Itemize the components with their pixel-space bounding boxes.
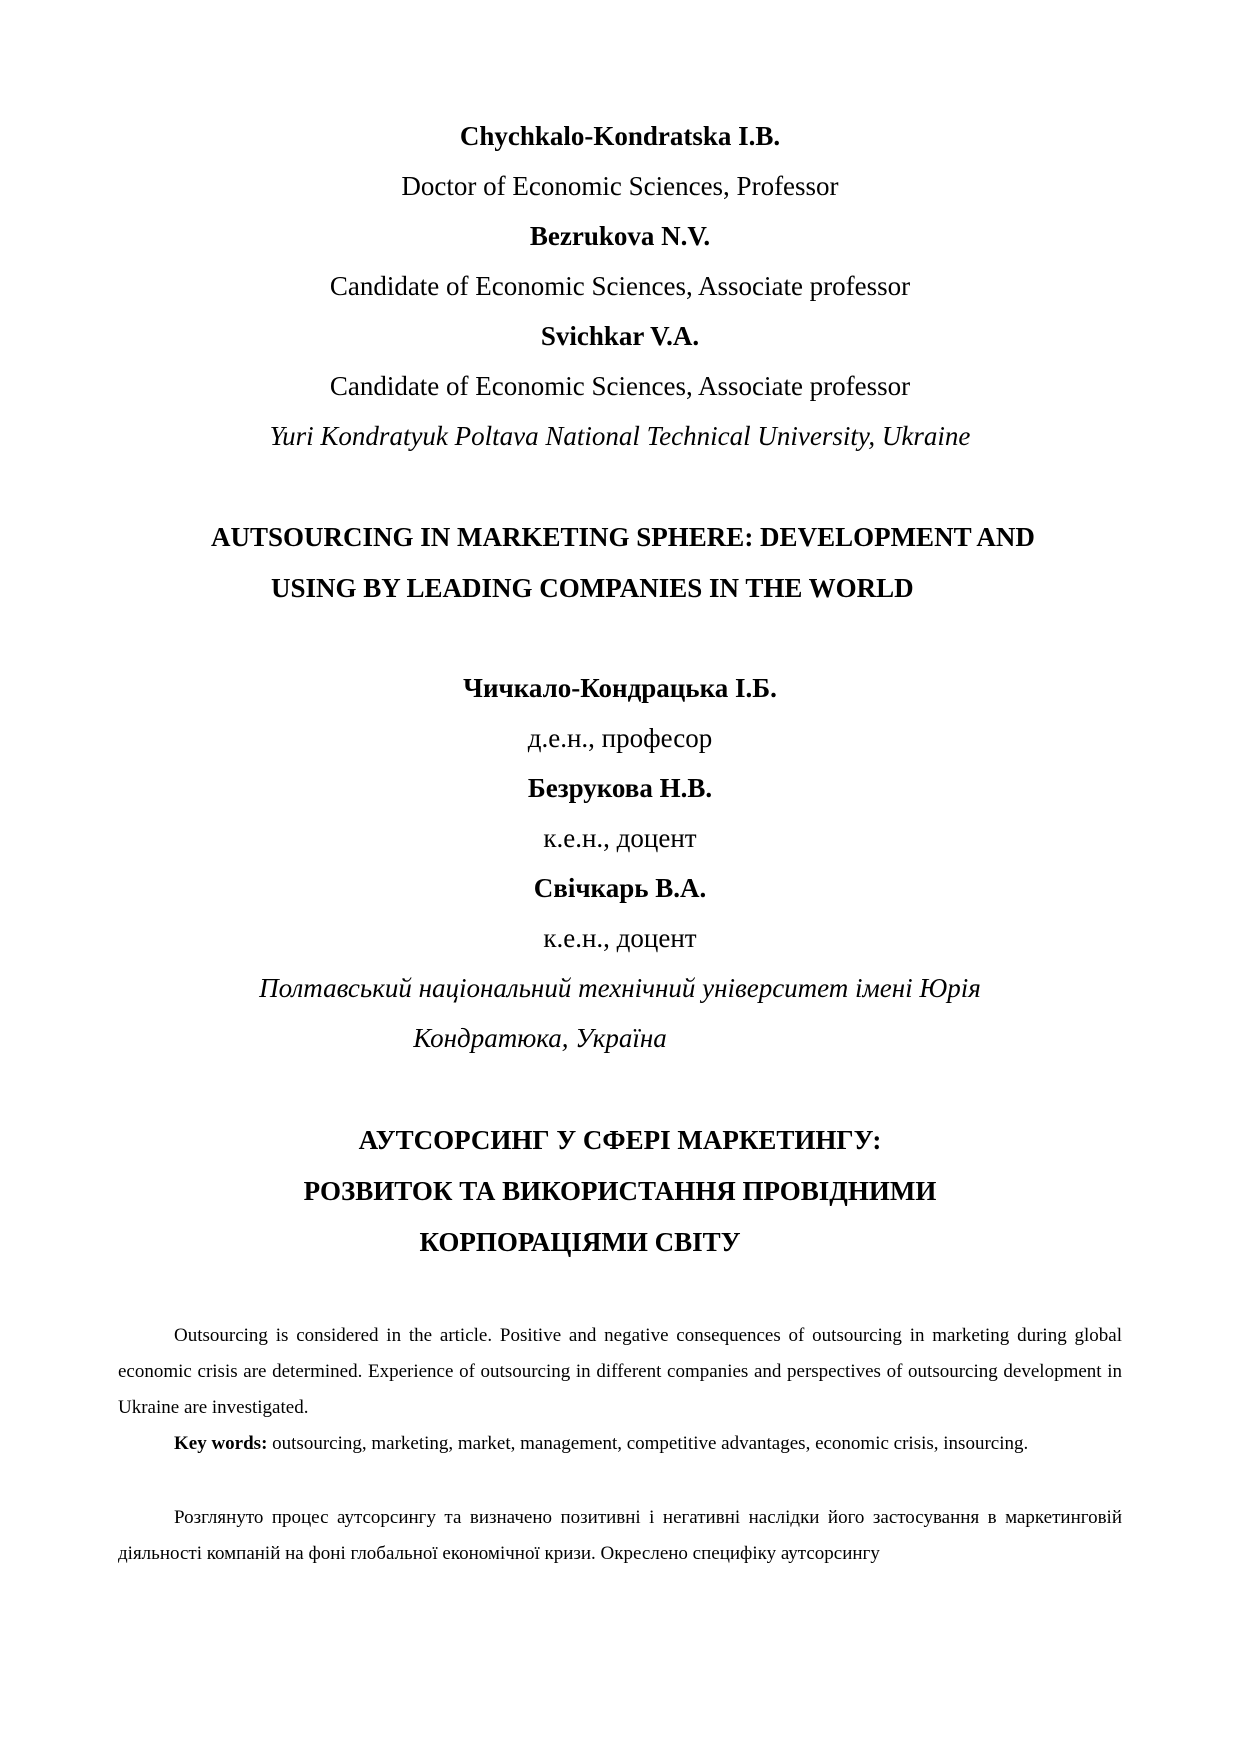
author-title-en-1: Doctor of Economic Sciences, Professor xyxy=(401,171,839,201)
affiliation-en: Yuri Kondratyuk Poltava National Technical University, Ukraine xyxy=(269,421,971,451)
abstract-en xyxy=(118,1318,1122,1426)
affiliation-uk-line-2: Кондратюка, Україна xyxy=(413,1023,667,1053)
author-title-uk-2: к.е.н., доцент xyxy=(543,823,697,853)
author-name-en-1: Chychkalo-Kondratska I.B. xyxy=(459,121,781,151)
title-en-line-1: AUTSOURCING IN MARKETING SPHERE: DEVELOPMENT AND xyxy=(211,522,1035,552)
affiliation-uk-line-1: Полтавський національний технічний університет імені Юрія xyxy=(259,973,981,1003)
keywords-text: outsourcing, marketing, market, management, competitive advantages, economic crisis, insourcing. xyxy=(267,1433,1029,1454)
abstract-uk xyxy=(118,1500,1122,1572)
author-name-uk-1: Чичкало-Кондрацька І.Б. xyxy=(463,673,777,703)
abstract-uk-text: Розглянуто процес аутсорсингу та визначено позитивні і негативні наслідки його застосування в маркетинговій діяльності компаній на фоні глобальної економічної кризи. Окреслено специфіку аутсорсингу xyxy=(118,1507,1122,1564)
author-title-uk-3: к.е.н., доцент xyxy=(543,923,697,953)
author-title-uk-1: д.е.н., професор xyxy=(527,723,713,753)
abstract-en-text: Outsourcing is considered in the article. Positive and negative consequences of outsourcing in marketing during global economic crisis are determined. Experience of outsourcing in different companies and perspectives of outsourcing development in Ukraine are investigated. xyxy=(118,1325,1122,1418)
author-title-en-3: Candidate of Economic Sciences, Associate professor xyxy=(329,371,911,401)
author-name-uk-3: Свічкарь В.А. xyxy=(533,873,707,903)
keywords xyxy=(118,1426,1122,1462)
author-name-en-3: Svichkar V.A. xyxy=(540,321,700,351)
title-uk-line-2: РОЗВИТОК ТА ВИКОРИСТАННЯ ПРОВІДНИМИ xyxy=(303,1176,937,1206)
title-uk-line-3: КОРПОРАЦІЯМИ СВІТУ xyxy=(419,1227,741,1257)
keywords-label: Key words: xyxy=(174,1433,268,1454)
title-uk-line-1: АУТСОРСИНГ У СФЕРІ МАРКЕТИНГУ: xyxy=(358,1125,882,1155)
author-title-en-2: Candidate of Economic Sciences, Associate professor xyxy=(329,271,911,301)
title-en-line-2: USING BY LEADING COMPANIES IN THE WORLD xyxy=(271,573,914,603)
author-name-uk-2: Безрукова Н.В. xyxy=(527,773,713,803)
author-name-en-2: Bezrukova N.V. xyxy=(529,221,711,251)
